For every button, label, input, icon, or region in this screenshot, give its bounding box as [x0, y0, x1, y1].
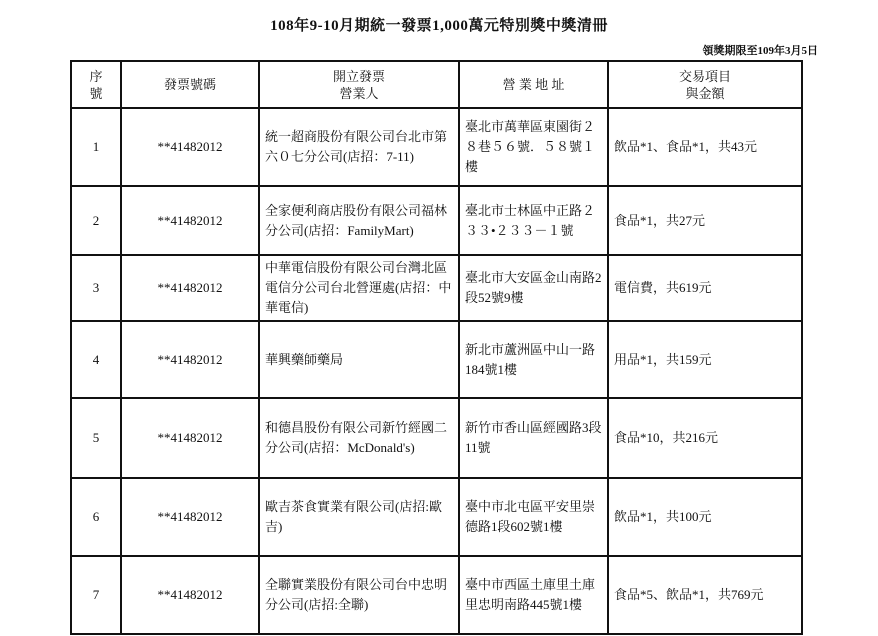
header-seq — [71, 61, 121, 108]
business-address: 臺北市大安區金山南路2段52號9樓 — [459, 255, 608, 321]
header-text: 開立發票 — [332, 68, 385, 84]
transaction-items: 飲品*1、食品*1，共43元 — [608, 108, 802, 186]
issuer-name: 華興藥師藥局 — [259, 321, 459, 398]
header-text: 號 — [89, 85, 103, 101]
header-issuer — [259, 61, 459, 108]
transaction-items: 飲品*1，共100元 — [608, 478, 802, 556]
invoice-number: **41482012 — [121, 556, 259, 634]
row-number: 1 — [71, 108, 121, 186]
table-header — [71, 61, 802, 108]
winners-table — [70, 60, 803, 635]
issuer-name: 中華電信股份有限公司台灣北區電信分公司台北營運處(店招：中華電信) — [259, 255, 459, 321]
issuer-name: 和德昌股份有限公司新竹經國二分公司(店招：McDonald's) — [259, 398, 459, 478]
invoice-number: **41482012 — [121, 186, 259, 255]
row-number: 3 — [71, 255, 121, 321]
table-row — [71, 186, 802, 255]
row-number: 7 — [71, 556, 121, 634]
transaction-items: 電信費，共619元 — [608, 255, 802, 321]
table-row — [71, 398, 802, 478]
header-text: 與金額 — [685, 85, 725, 101]
invoice-number: **41482012 — [121, 398, 259, 478]
header-text: 交易項目 — [678, 68, 731, 84]
row-number: 4 — [71, 321, 121, 398]
transaction-items: 食品*1，共27元 — [608, 186, 802, 255]
header-text: 序 — [89, 68, 103, 84]
business-address: 臺中市北屯區平安里崇德路1段602號1樓 — [459, 478, 608, 556]
claim-deadline: 領獎期限至109年3月5日 — [702, 45, 818, 57]
invoice-number: **41482012 — [121, 255, 259, 321]
row-number: 5 — [71, 398, 121, 478]
transaction-items: 食品*5、飲品*1，共769元 — [608, 556, 802, 634]
header-address: 營 業 地 址 — [459, 61, 608, 108]
business-address: 新竹市香山區經國路3段11號 — [459, 398, 608, 478]
table-row — [71, 321, 802, 398]
page-title: 108年9-10月期統一發票1,000萬元特別獎中獎清冊 — [270, 18, 608, 34]
row-number: 2 — [71, 186, 121, 255]
transaction-items: 用品*1，共159元 — [608, 321, 802, 398]
header-invoice: 發票號碼 — [121, 61, 259, 108]
header-text: 營業人 — [339, 85, 379, 101]
invoice-number: **41482012 — [121, 108, 259, 186]
table-row — [71, 108, 802, 186]
table-row — [71, 255, 802, 321]
issuer-name: 歐吉茶食實業有限公司(店招:歐吉) — [259, 478, 459, 556]
invoice-number: **41482012 — [121, 321, 259, 398]
table-row — [71, 556, 802, 634]
table-row — [71, 478, 802, 556]
transaction-items: 食品*10，共216元 — [608, 398, 802, 478]
business-address: 新北市蘆洲區中山一路184號1樓 — [459, 321, 608, 398]
business-address: 臺中市西區土庫里土庫里忠明南路445號1樓 — [459, 556, 608, 634]
issuer-name: 全聯實業股份有限公司台中忠明分公司(店招:全聯) — [259, 556, 459, 634]
issuer-name: 統一超商股份有限公司台北市第六０七分公司(店招：7-11) — [259, 108, 459, 186]
header-items — [608, 61, 802, 108]
business-address: 臺北市萬華區東園街２８巷５６號．５８號１樓 — [459, 108, 608, 186]
issuer-name: 全家便利商店股份有限公司福林分公司(店招：FamilyMart) — [259, 186, 459, 255]
row-number: 6 — [71, 478, 121, 556]
business-address: 臺北市士林區中正路２３３•２３３－１號 — [459, 186, 608, 255]
invoice-number: **41482012 — [121, 478, 259, 556]
